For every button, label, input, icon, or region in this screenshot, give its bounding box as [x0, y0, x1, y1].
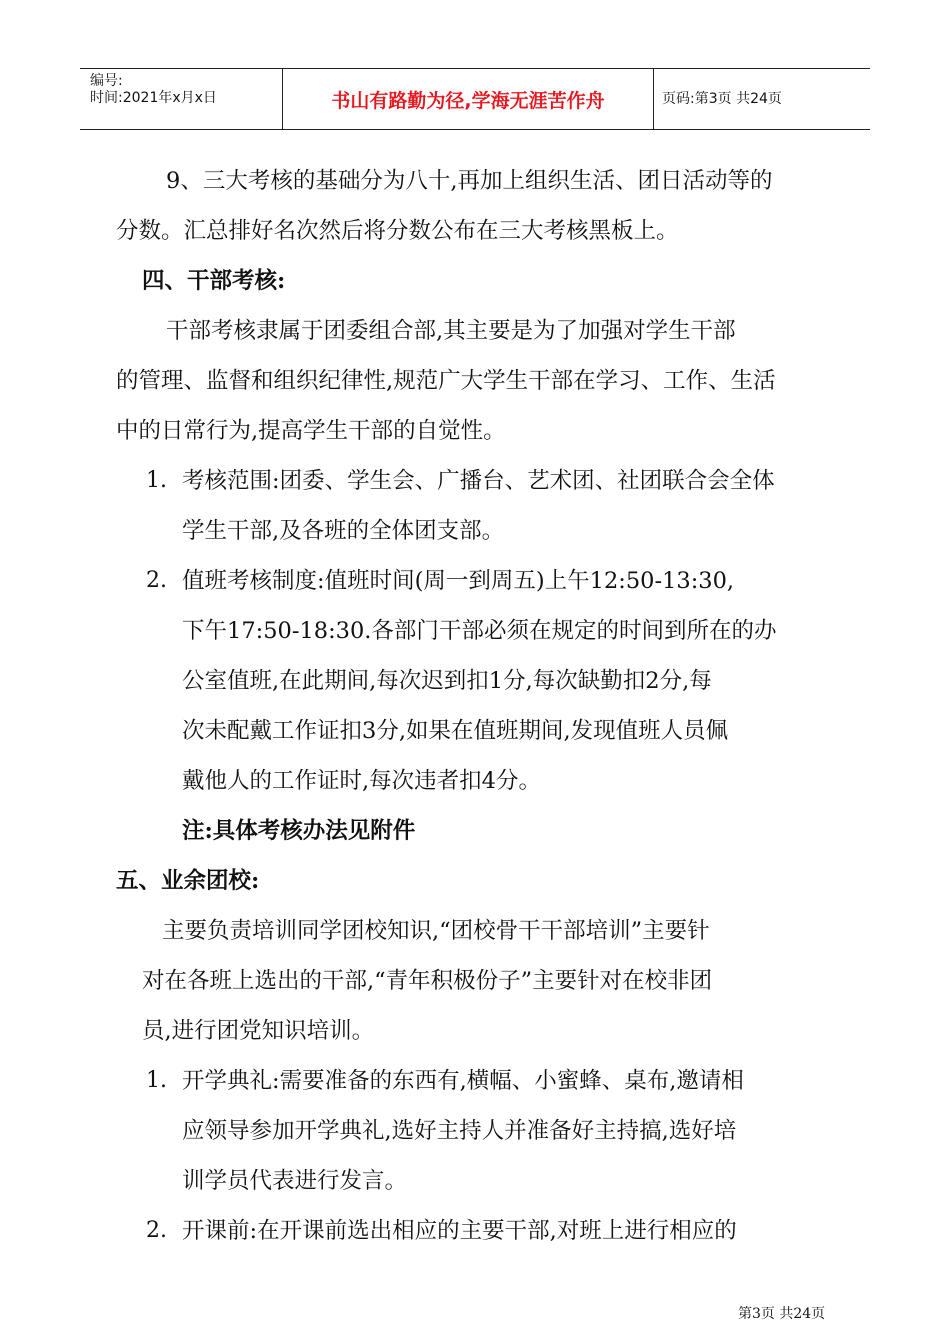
header-motto: 书山有路勤为径,学海无涯苦作舟 [331, 89, 605, 112]
section-5-heading: 五、业余团校: [116, 868, 260, 894]
paragraph-9-line-1: 9、三大考核的基础分为八十,再加上组织生活、团日活动等的 [166, 168, 773, 194]
section-4-item-2-line-2: 下午17:50-18:30.各部门干部必须在规定的时间到所在的办 [182, 618, 777, 644]
section-4-item-2-number: 2. [146, 568, 167, 593]
section-5-intro-line-1: 主要负责培训同学团校知识,“团校骨干干部培训”主要针 [162, 918, 710, 944]
section-4-intro-line-2: 的管理、监督和组织纪律性,规范广大学生干部在学习、工作、生活 [116, 368, 776, 394]
header-meta [90, 73, 280, 133]
section-4-intro-line-3: 中的日常行为,提高学生干部的自觉性。 [116, 418, 506, 444]
section-4-item-1-line-2: 学生干部,及各班的全体团支部。 [182, 518, 505, 544]
section-5-item-1-number: 1. [146, 1068, 167, 1093]
section-5-intro-line-3: 员,进行团党知识培训。 [142, 1018, 375, 1044]
paragraph-9-line-2: 分数。汇总排好名次然后将分数公布在三大考核黑板上。 [116, 218, 679, 244]
section-4-item-2-line-3: 公室值班,在此期间,每次迟到扣1分,每次缺勤扣2分,每 [182, 668, 712, 694]
header-divider-right [653, 69, 654, 129]
section-4-intro-line-1: 干部考核隶属于团委组合部,其主要是为了加强对学生干部 [166, 318, 736, 344]
section-4-item-1-line-1: 考核范围:团委、学生会、广播台、艺术团、社团联合会全体 [182, 468, 775, 494]
document-number-label: 编号: [90, 73, 123, 89]
section-4-note: 注:具体考核办法见附件 [182, 818, 416, 844]
section-4-heading: 四、干部考核: [142, 268, 286, 294]
section-4-item-2-line-5: 戴他人的工作证时,每次违者扣4分。 [182, 768, 541, 794]
section-5-item-1-line-3: 训学员代表进行发言。 [182, 1168, 408, 1194]
document-date-label: 时间:2021年x月x日 [90, 90, 217, 106]
section-4-item-2-line-4: 次未配戴工作证扣3分,如果在值班期间,发现值班人员佩 [182, 718, 729, 744]
section-5-intro-line-2: 对在各班上选出的干部,“青年积极份子”主要针对在校非团 [142, 968, 713, 994]
section-5-item-2-line-1: 开课前:在开课前选出相应的主要干部,对班上进行相应的 [182, 1218, 737, 1244]
section-4-item-1-number: 1. [146, 468, 167, 493]
section-4-item-2-line-1: 值班考核制度:值班时间(周一到周五)上午12:50-13:30, [182, 568, 735, 594]
header-page-info: 页码:第3页 共24页 [662, 90, 782, 107]
page-header [80, 68, 870, 130]
section-5-item-1-line-2: 应领导参加开学典礼,选好主持人并准备好主持搞,选好培 [182, 1118, 737, 1144]
section-5-item-1-line-1: 开学典礼:需要准备的东西有,横幅、小蜜蜂、桌布,邀请相 [182, 1068, 744, 1094]
page-footer-number: 第3页 共24页 [738, 1306, 826, 1322]
section-5-item-2-number: 2. [146, 1218, 167, 1243]
